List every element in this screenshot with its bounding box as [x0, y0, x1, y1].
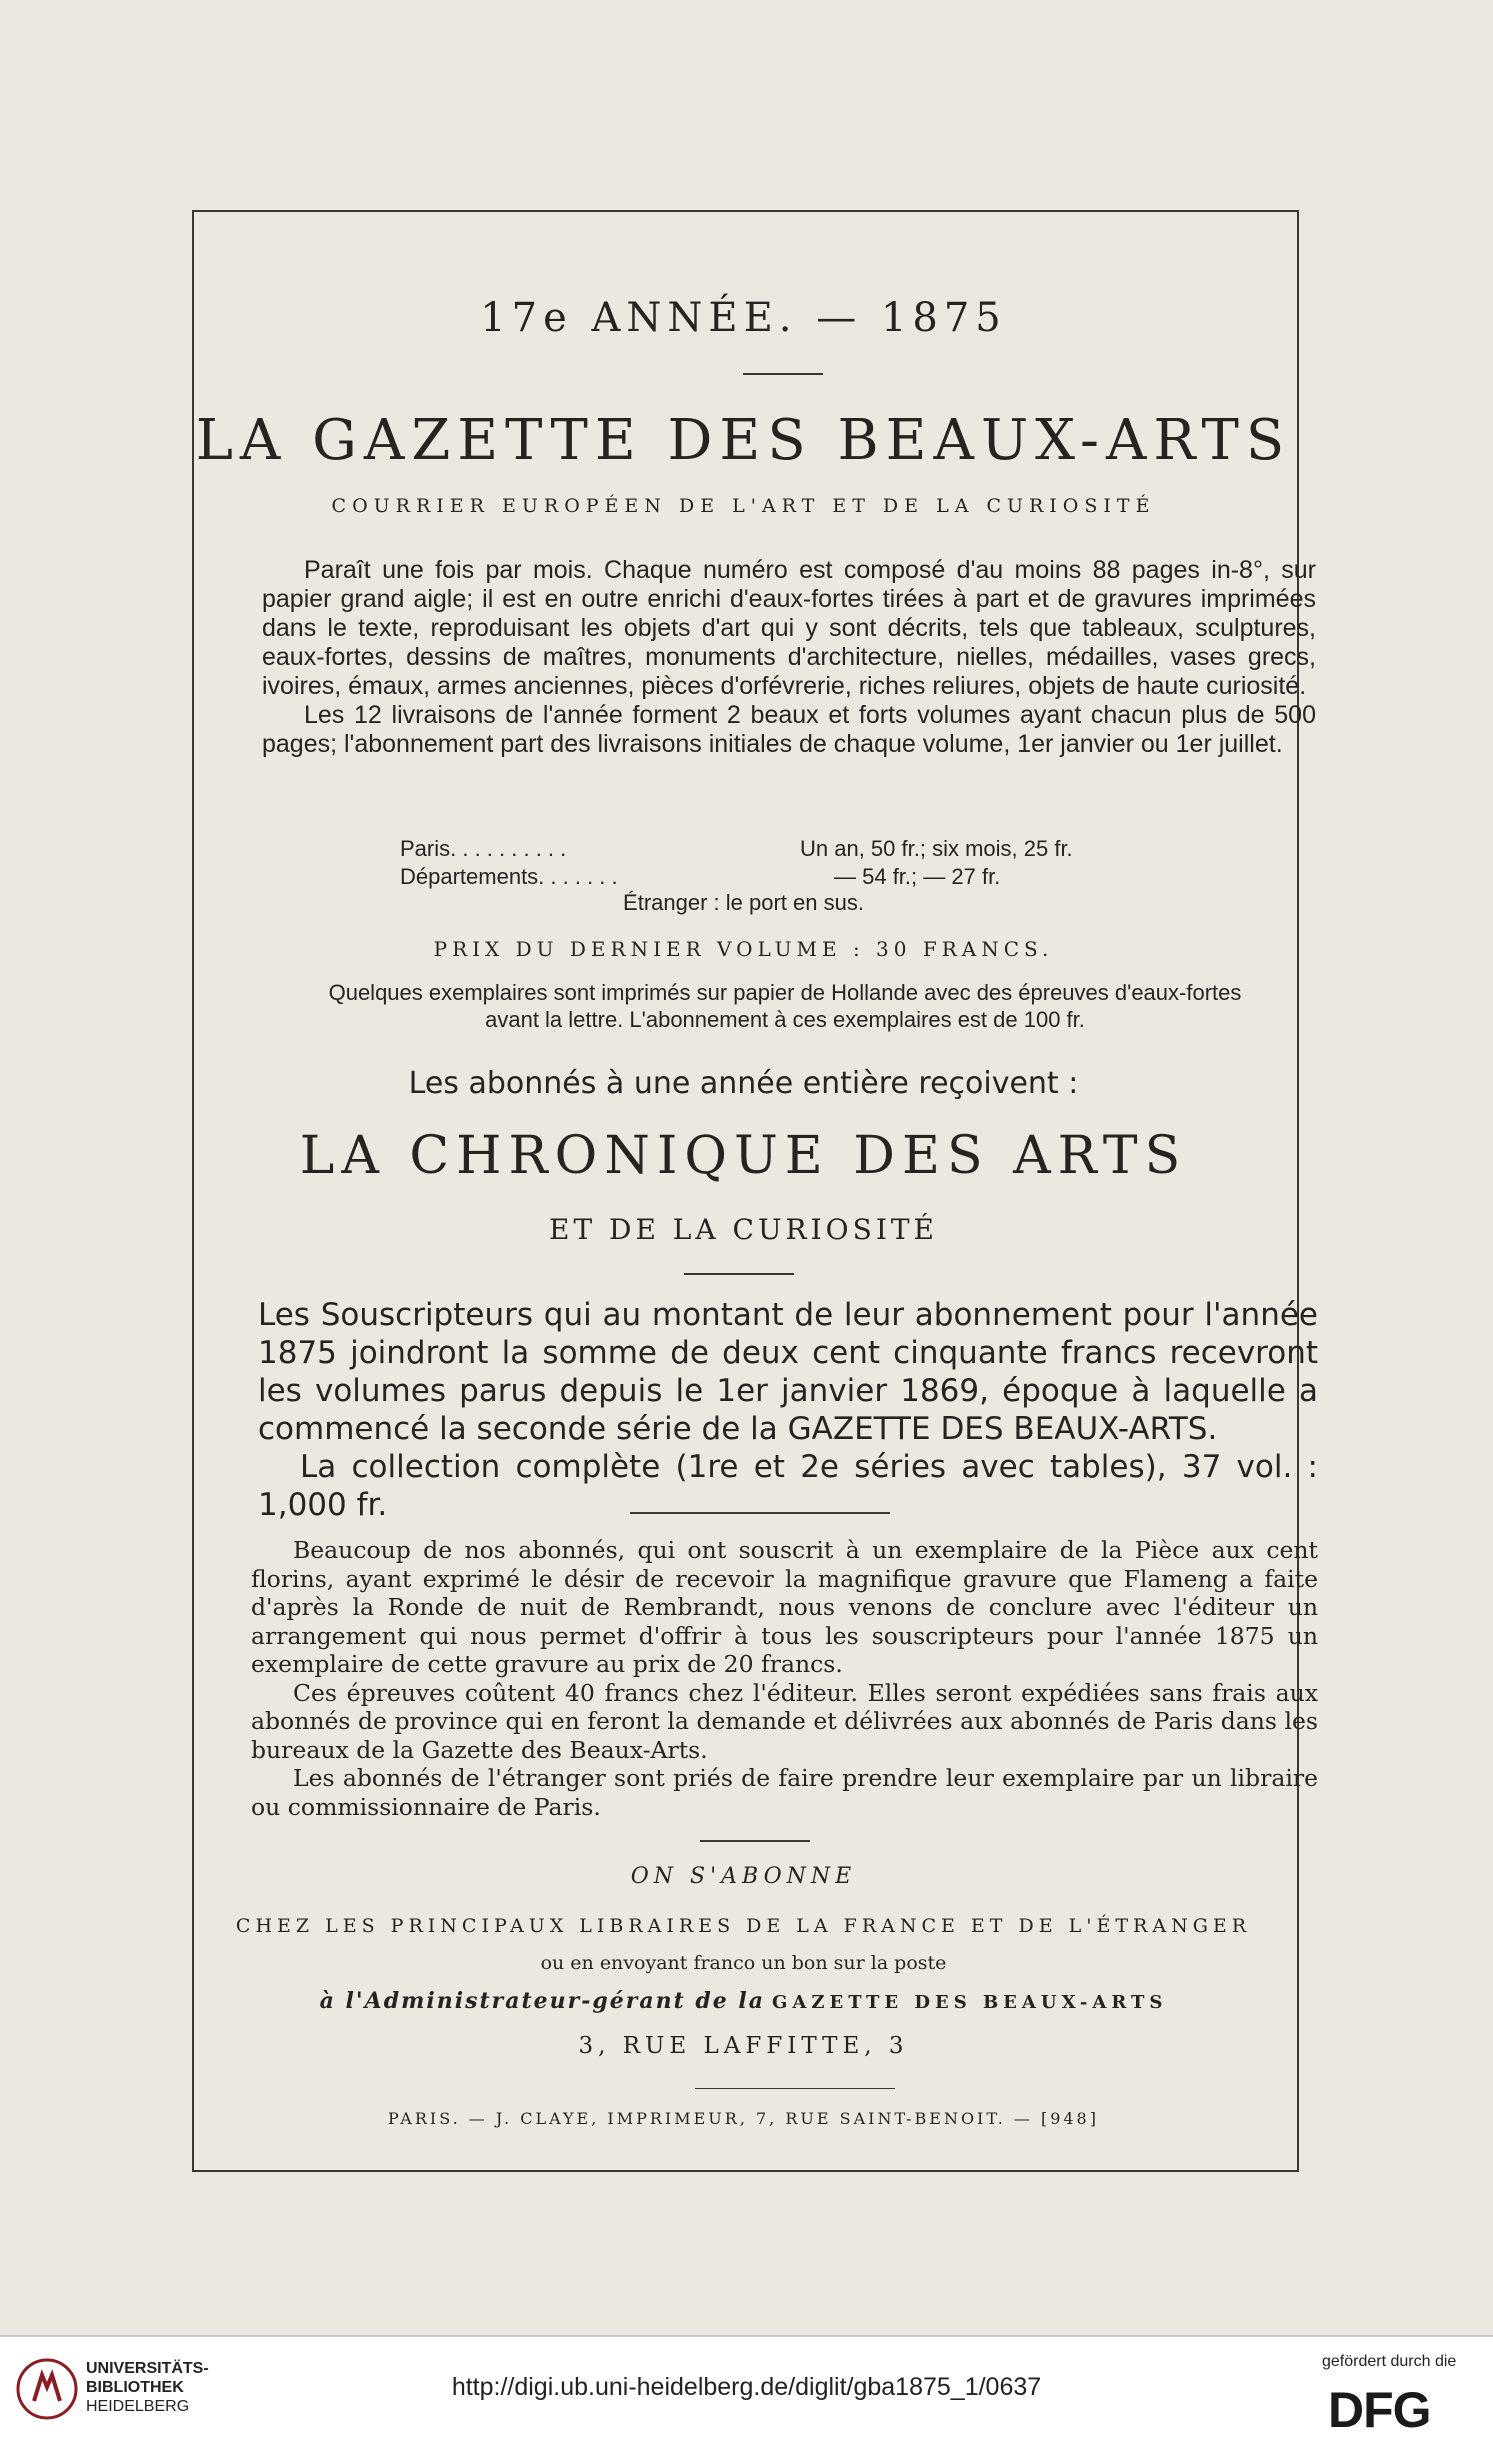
chronique-subtitle: ET DE LA CURIOSITÉ	[549, 1213, 938, 1246]
address-line: 3, RUE LAFFITTE, 3	[578, 2033, 909, 2059]
viewer-footer	[0, 2335, 1493, 2447]
dfg-logo: DFG	[1328, 2382, 1431, 2438]
on-sabonne: ON S'ABONNE	[630, 1864, 857, 1889]
imprimeur-line: PARIS. — J. CLAYE, IMPRIMEUR, 7, RUE SAINT-BENOIT. — [948]	[388, 2109, 1099, 2128]
funding-label: gefördert durch die	[1322, 2353, 1457, 2370]
gravure-paragraph-3: Les abonnés de l'étranger sont priés de faire prendre leur exemplaire par un libraire ou commissionnaire de Paris.	[251, 1764, 1318, 1821]
divider	[700, 1840, 810, 1842]
divider	[630, 1512, 890, 1514]
description-paragraph-1: Paraît une fois par mois. Chaque numéro est composé d'au moins 88 pages in-8°, sur papier grand aigle; il est en outre enrichi d'eaux-fortes tirées à part et de gravures imprimées dans le texte, reproduisant les objets d'art qui y sont décrits, tels que tableaux, sculptures, eaux-fortes, dessins de maîtres, monuments d'architecture, nielles, médailles, vases grecs, ivoires, émaux, armes anciennes, pièces d'orfévrerie, riches reliures, objets de haute curiosité.	[262, 556, 1316, 700]
souscripteurs-block	[258, 1296, 1318, 1524]
divider	[684, 1273, 794, 1275]
price-etranger: Étranger : le port en sus.	[623, 890, 864, 915]
price-row-departements	[400, 864, 1220, 890]
prix-dernier-volume: PRIX DU DERNIER VOLUME : 30 FRANCS.	[433, 937, 1054, 961]
gazette-subtitle: COURRIER EUROPÉEN DE L'ART ET DE LA CURIOSITÉ	[331, 495, 1156, 517]
library-name-line-2: BIBLIOTHEK	[86, 2379, 184, 2396]
gazette-title: LA GAZETTE DES BEAUX-ARTS	[195, 408, 1292, 473]
price-row-paris	[400, 836, 1220, 862]
chez-libraires: CHEZ LES PRINCIPAUX LIBRAIRES DE LA FRANCE ET DE L'ÉTRANGER	[235, 1915, 1252, 1937]
hollande-line-2: avant la lettre. L'abonnement à ces exemplaires est de 100 fr.	[485, 1007, 1085, 1032]
chronique-title: LA CHRONIQUE DES ARTS	[299, 1126, 1188, 1186]
library-name-line-1: UNIVERSITÄTS-	[86, 2360, 209, 2377]
year-line: 17e ANNÉE. — 1875	[480, 295, 1007, 341]
abonnes-line: Les abonnés à une année entière reçoivent :	[408, 1066, 1079, 1101]
hollande-line-1: Quelques exemplaires sont imprimés sur papier de Hollande avec des épreuves d'eaux-fortes	[328, 980, 1242, 1005]
souscripteurs-paragraph: Les Souscripteurs qui au montant de leur abonnement pour l'année 1875 joindront la somme de deux cent cinquante francs recevront les volumes parus depuis le 1er janvier 1869, époque à laquelle a commencé la seconde série de la GAZETTE DES BEAUX-ARTS.	[258, 1297, 1318, 1447]
administrateur-gazette: GAZETTE DES BEAUX-ARTS	[772, 1992, 1168, 2013]
permalink-url[interactable]: http://digi.ub.uni-heidelberg.de/diglit/gba1875_1/0637	[451, 2373, 1042, 2401]
gravure-paragraph-2: Ces épreuves coûtent 40 francs chez l'éditeur. Elles seront expédiées sans frais aux abonnés de province qui en feront la demande et délivrées aux abonnés de Paris dans les bureaux de la Gazette des Beaux-Arts.	[251, 1678, 1318, 1764]
price-value-paris: Un an, 50 fr.; six mois, 25 fr.	[800, 836, 1073, 861]
price-label-departements: Départements. . . . . . .	[400, 864, 618, 889]
price-label-paris: Paris. . . . . . . . . .	[400, 836, 567, 861]
collection-complete-line: La collection complète (1re et 2e séries avec tables), 37 vol. : 1,000 fr.	[258, 1449, 1318, 1523]
divider	[695, 2088, 895, 2089]
price-value-departements: — 54 fr.; — 27 fr.	[834, 864, 1001, 889]
divider	[743, 373, 823, 375]
hollande-note	[240, 979, 1330, 1033]
description-block	[262, 556, 1316, 759]
envoyant-line: ou en envoyant franco un bon sur la poste	[540, 1952, 947, 1974]
description-paragraph-2: Les 12 livraisons de l'année forment 2 beaux et forts volumes ayant chacun plus de 500 pages; l'abonnement part des livraisons initiales de chaque volume, 1er janvier ou 1er juillet.	[262, 701, 1316, 758]
gravure-paragraph-1: Beaucoup de nos abonnés, qui ont souscrit à un exemplaire de la Pièce aux cent florins, ayant exprimé le désir de recevoir la magnifique gravure que Flameng a faite d'après la Ronde de nuit de Rembrandt, nous venons de conclure avec l'éditeur un arrangement qui nous permet d'offrir à tous les souscripteurs pour l'année 1875 un exemplaire de cette gravure au prix de 20 francs.	[251, 1536, 1318, 1678]
gravure-offer-block	[251, 1536, 1318, 1821]
administrateur-line	[192, 1988, 1295, 2014]
administrateur-text: à l'Administrateur-gérant de la	[319, 1988, 766, 2014]
library-name-line-3: HEIDELBERG	[86, 2398, 190, 2415]
